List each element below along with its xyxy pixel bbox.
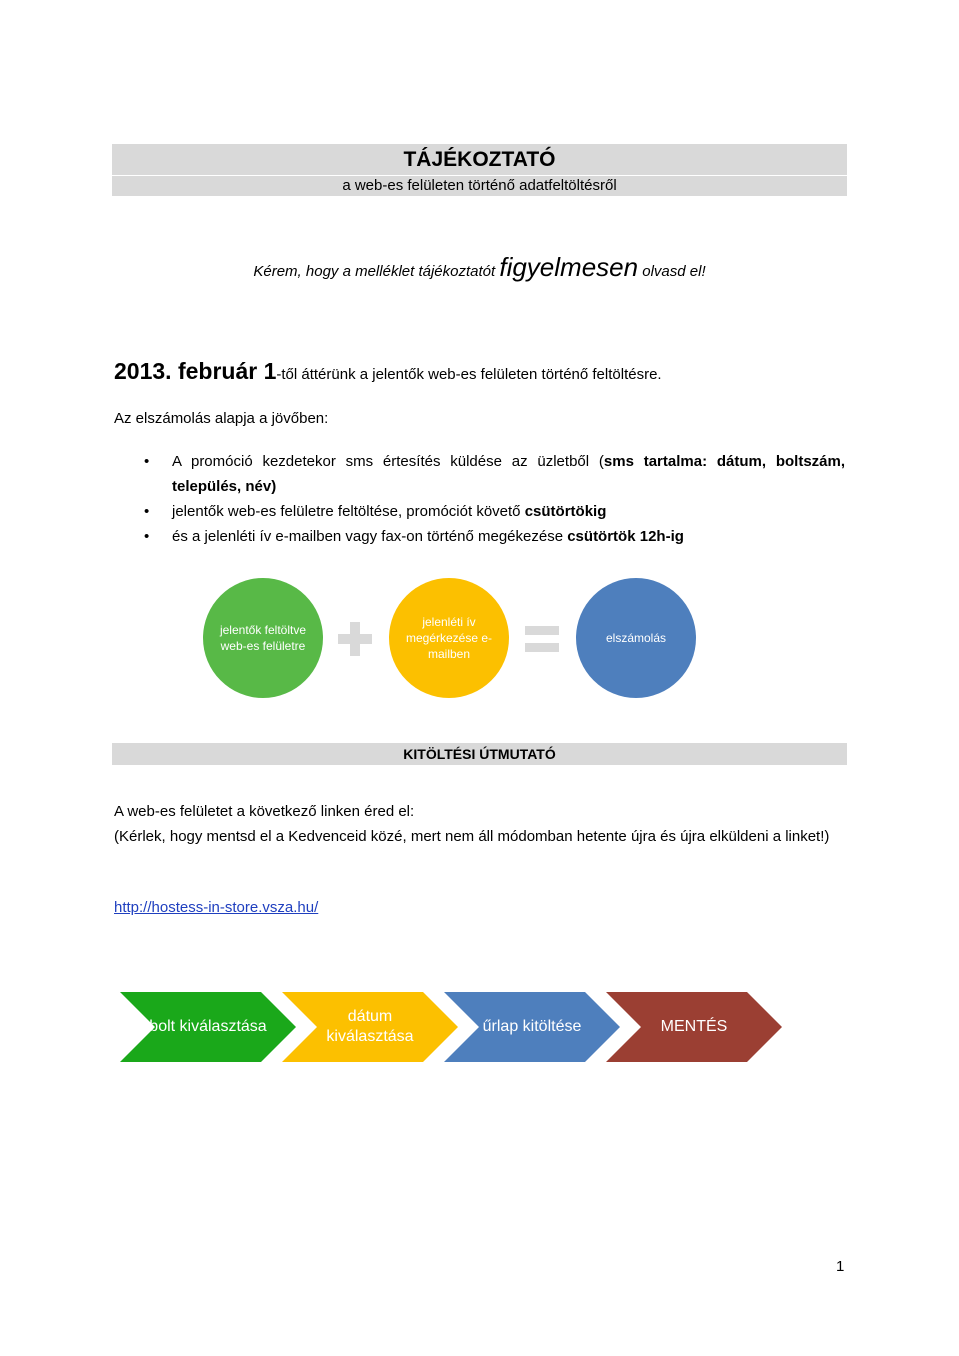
bullet-bold-text: csütörtök 12h-ig — [567, 528, 684, 545]
bullet-icon: • — [144, 453, 150, 470]
process-step-select-store — [120, 992, 296, 1062]
page-number: 1 — [836, 1258, 845, 1275]
read-carefully-notice — [112, 252, 847, 283]
link-intro-line: A web-es felületet a következő linken éred el: — [114, 803, 415, 820]
bullet-text: A promóció kezdetekor sms értesítés küldése az üzletből ( — [172, 453, 604, 470]
settlement-bullet-list — [114, 449, 845, 549]
link-intro-paragraph — [114, 799, 845, 849]
settlement-circle: elszámolás — [576, 578, 696, 698]
start-date-paragraph — [114, 358, 849, 385]
list-item — [114, 449, 845, 499]
attendance-sheet-circle: jelenléti ív megérkezése e-mailben — [389, 578, 509, 698]
bullet-text: és a jelenléti ív e-mailben vagy fax-on történő megékezése — [172, 528, 568, 545]
document-title: TÁJÉKOZTATÓ — [112, 144, 847, 175]
guide-section-title: KITÖLTÉSI ÚTMUTATÓ — [112, 743, 847, 765]
equals-icon — [525, 626, 559, 652]
bookmark-request-line: (Kérlek, hogy mentsd el a Kedvenceid közé, mert nem áll módomban hetente újra és újra elküldeni a linket!) — [114, 828, 830, 845]
notice-after: olvasd el! — [638, 263, 706, 280]
plus-icon — [338, 622, 372, 656]
bullet-bold-text: sms tartalma: dátum, boltszám, település, név) — [172, 453, 846, 495]
bullet-text: jelentők web-es felületre feltöltése, promóciót követő — [172, 503, 525, 520]
bullet-icon: • — [144, 503, 150, 520]
list-item — [114, 499, 845, 524]
process-step-label: dátum kiválasztása — [326, 1008, 414, 1045]
document-subtitle: a web-es felületen történő adatfeltöltésről — [112, 176, 847, 196]
settlement-basis-text: Az elszámolás alapja a jövőben: — [114, 410, 329, 427]
list-item — [114, 524, 845, 549]
process-step-select-date — [282, 992, 458, 1062]
process-step-label: MENTÉS — [660, 1018, 728, 1035]
bullet-bold-text: csütörtökig — [524, 503, 607, 520]
process-step-save — [606, 992, 782, 1062]
process-step-fill-form — [444, 992, 620, 1062]
start-date-rest: -től áttérünk a jelentők web-es felületen történő feltöltésre. — [276, 366, 662, 383]
notice-before: Kérem, hogy a melléklet tájékoztatót — [253, 263, 500, 280]
process-step-label: bolt kiválasztása — [149, 1018, 267, 1035]
reports-uploaded-circle: jelentők feltöltve web-es felületre — [203, 578, 323, 698]
process-step-label: űrlap kitöltése — [482, 1018, 582, 1035]
web-interface-link[interactable]: http://hostess-in-store.vsza.hu/ — [114, 899, 319, 916]
bullet-icon: • — [144, 528, 150, 545]
start-date: 2013. február 1 — [114, 358, 277, 384]
notice-emphasis: figyelmesen — [499, 252, 639, 282]
